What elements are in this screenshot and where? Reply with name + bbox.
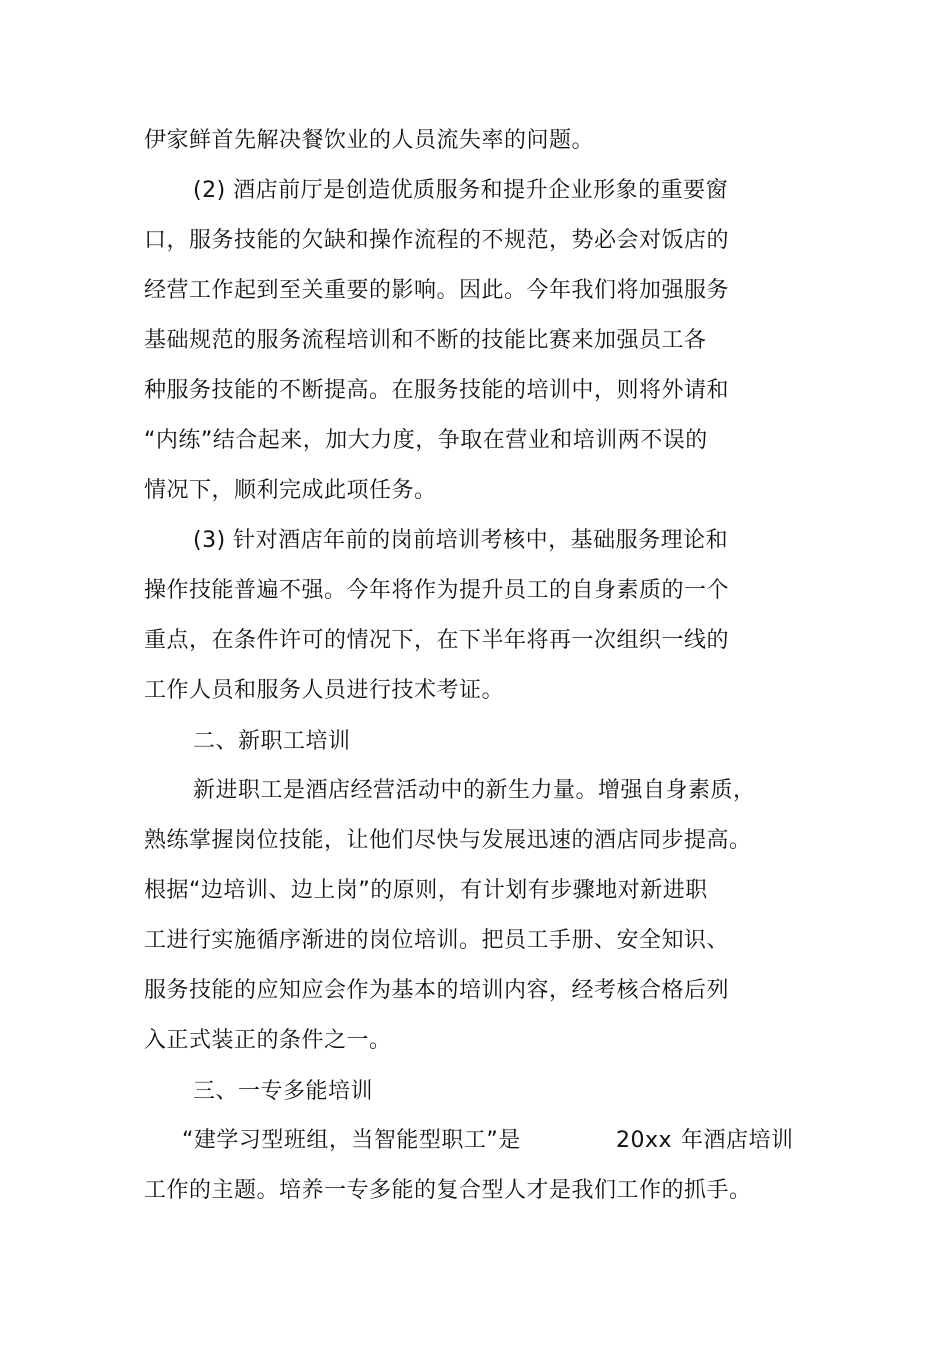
- paragraph-line: 年酒店培训: [681, 1128, 794, 1153]
- paragraph-line: 口，服务技能的欠缺和操作流程的不规范，势必会对饭店的: [144, 228, 730, 253]
- paragraph-line: 熟练掌握岗位技能，让他们尽快与发展迅速的酒店同步提高。: [144, 828, 752, 853]
- paragraph-line: 基础规范的服务流程培训和不断的技能比赛来加强员工各: [144, 328, 707, 353]
- paragraph-line: 根据“边培训、边上岗”的原则，有计划有步骤地对新进职: [144, 878, 708, 903]
- paragraph-line: 工作人员和服务人员进行技术考证。: [144, 678, 505, 703]
- paragraph-line: 工作的主题。培养一专多能的复合型人才是我们工作的抓手。: [144, 1178, 752, 1203]
- paragraph-line: (2) 酒店前厅是创造优质服务和提升企业形象的重要窗: [193, 178, 729, 203]
- paragraph-line: 工进行实施循序渐进的岗位培训。把员工手册、安全知识、: [144, 928, 730, 953]
- section-heading: 三、一专多能培训: [193, 1079, 374, 1104]
- year-text: 20xx: [616, 1128, 673, 1153]
- paragraph-line: 服务技能的应知应会作为基本的培训内容，经考核合格后列: [144, 978, 730, 1003]
- paragraph-line: 入正式装正的条件之一。: [144, 1028, 392, 1053]
- paragraph-line: 经营工作起到至关重要的影响。因此。今年我们将加强服务: [144, 278, 730, 303]
- paragraph-line: 重点，在条件许可的情况下，在下半年将再一次组织一线的: [144, 628, 730, 653]
- paragraph-line: 种服务技能的不断提高。在服务技能的培训中，则将外请和: [144, 378, 730, 403]
- paragraph-line: 情况下，顺利完成此项任务。: [144, 478, 437, 503]
- paragraph-line: (3) 针对酒店年前的岗前培训考核中，基础服务理论和: [193, 528, 729, 553]
- paragraph-line: “内练”结合起来，加大力度，争取在营业和培训两不误的: [144, 428, 708, 453]
- section-heading: 二、新职工培训: [193, 729, 351, 754]
- paragraph-line: 新进职工是酒店经营活动中的新生力量。增强自身素质，: [193, 778, 756, 803]
- paragraph-line: 操作技能普遍不强。今年将作为提升员工的自身素质的一个: [144, 578, 730, 603]
- paragraph-line: “建学习型班组，当智能型职工”是: [182, 1128, 521, 1153]
- paragraph-line: 伊家鲜首先解决餐饮业的人员流失率的问题。: [144, 128, 595, 153]
